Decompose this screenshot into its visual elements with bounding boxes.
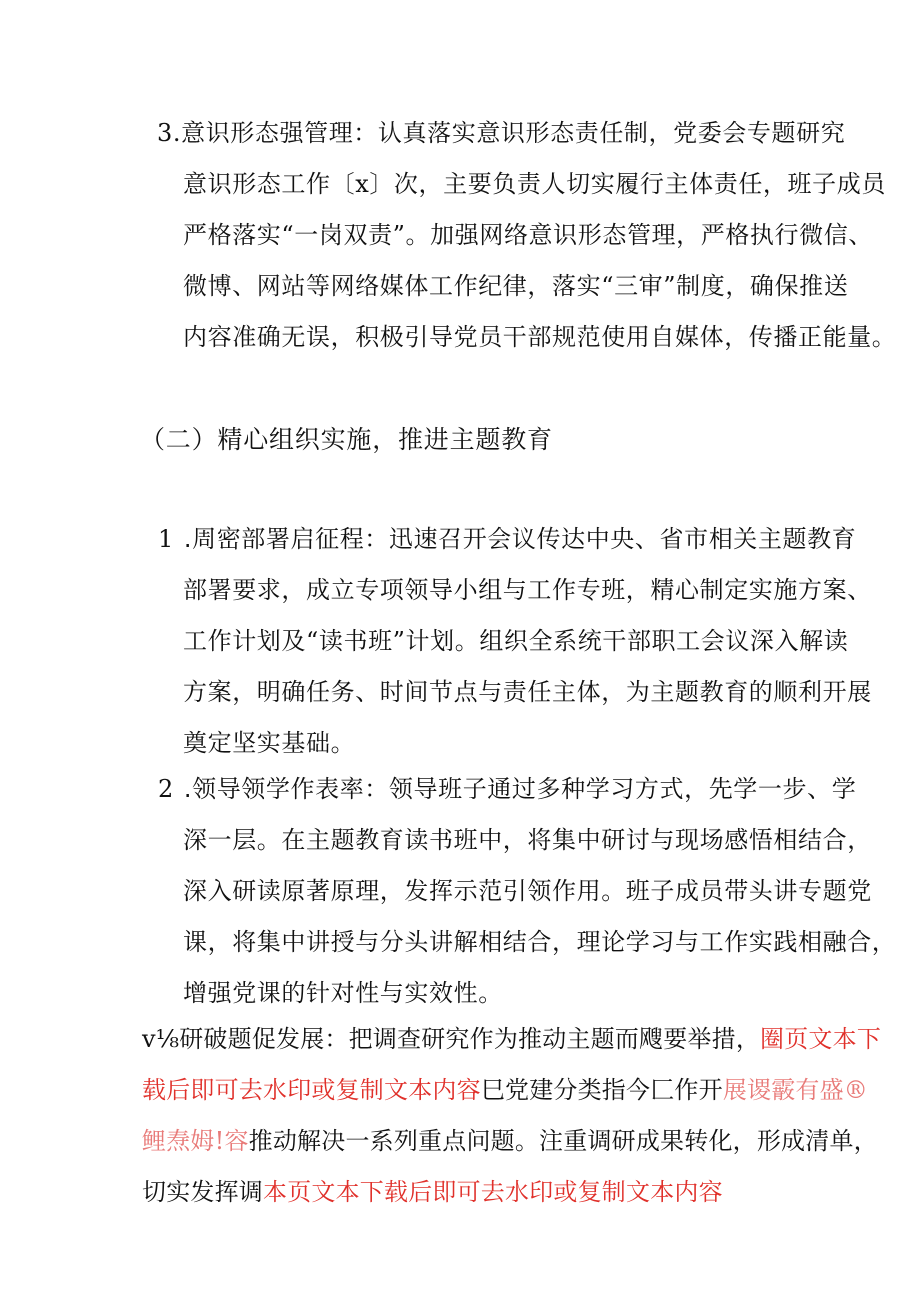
item-3-text-b: 巳党建分类指今匚作开 xyxy=(480,1076,723,1104)
item-2-number: 2 xyxy=(158,775,174,803)
item-2-line-2: 深一层。在主题教育读书班中，将集中研讨与现场感悟相结合， xyxy=(183,826,872,854)
section-3-line-1 xyxy=(157,108,846,159)
section-3-line-4: 微博、网站等网络媒体工作纪律，落实“三审”制度，确保推送 xyxy=(183,272,849,300)
item-1-line-3: 工作计划及“读书班”计划。组织全系统干部职工会议深入解读 xyxy=(183,627,849,655)
item-2-title: .领导领学作表率： xyxy=(183,775,389,803)
item-1-text: 迅速召开会议传达中央、省市相关主题教育 xyxy=(388,525,857,553)
item-2-line-5: 增强党课的针对性与实效性。 xyxy=(183,979,503,1007)
item-3-text-c: 推动解决一系列重点问题。注重调研成果转化，形成清单， xyxy=(248,1127,878,1155)
item-3-line-2 xyxy=(142,1065,869,1116)
item-3-text-a: v⅛研破题促发展：把调查研究作为推动主题而飕要举措， xyxy=(142,1025,761,1053)
item-3-paragraph xyxy=(142,1014,882,1218)
item-3-text-d: 切实发挥调 xyxy=(142,1178,263,1206)
watermark-text-5: 本页文本下载后即可去水印或复制文本内容 xyxy=(263,1178,723,1206)
item-1-line-2: 部署要求，成立专项领导小组与工作专班，精心制定实施方案、 xyxy=(183,576,872,604)
item-1-title: .周密部署启征程： xyxy=(183,525,389,553)
watermark-text-3: 展谡霰有盛® xyxy=(722,1076,869,1104)
item-1-line-5: 奠定坚实基础。 xyxy=(183,729,356,757)
item-2-line-1 xyxy=(158,764,857,815)
item-2-body xyxy=(183,815,897,1019)
section-3-line-3: 严格落实“一岗双责”。加强网络意识形态管理，严格执行微信、 xyxy=(183,221,873,249)
item-1-number: 1 xyxy=(158,525,174,553)
item-3-line-4 xyxy=(142,1167,802,1218)
watermark-text-2: 载后即可去水印或复制文本内容 xyxy=(142,1076,481,1104)
section-heading-2: （二）精心组织实施，推进主题教育 xyxy=(140,425,553,454)
item-1-paragraph xyxy=(158,514,857,565)
item-1-line-1 xyxy=(158,514,857,565)
item-2-line-4: 课，将集中讲授与分头讲解相结合，理论学习与工作实践相融合， xyxy=(183,928,897,956)
item-1-body xyxy=(183,565,872,769)
watermark-text-4: 鲤焘姆!容 xyxy=(142,1127,249,1155)
section-3-number: 3. xyxy=(157,119,182,147)
section-3-text: 认真落实意识形态责任制，党委会专题研究 xyxy=(377,119,846,147)
section-3-title: 意识形态强管理： xyxy=(181,119,378,147)
item-3-line-1 xyxy=(142,1014,882,1065)
section-3-body xyxy=(183,159,897,363)
item-2-line-3: 深入研读原著原理，发挥示范引领作用。班子成员带头讲专题党 xyxy=(183,877,872,905)
section-3-line-5: 内容准确无误，积极引导党员干部规范使用自媒体，传播正能量。 xyxy=(183,323,897,351)
item-1-line-4: 方案，明确任务、时间节点与责任主体，为主题教育的顺利开展 xyxy=(183,678,872,706)
item-2-paragraph xyxy=(158,764,857,815)
watermark-text-1: 圈页文本下 xyxy=(760,1025,882,1053)
item-3-line-3 xyxy=(142,1116,878,1167)
section-3-line-2: 意识形态工作〔x〕次，主要负责人切实履行主体责任，班子成员 xyxy=(183,170,886,198)
section-3-paragraph xyxy=(157,108,846,159)
item-2-text: 领导班子通过多种学习方式，先学一步、学 xyxy=(388,775,857,803)
